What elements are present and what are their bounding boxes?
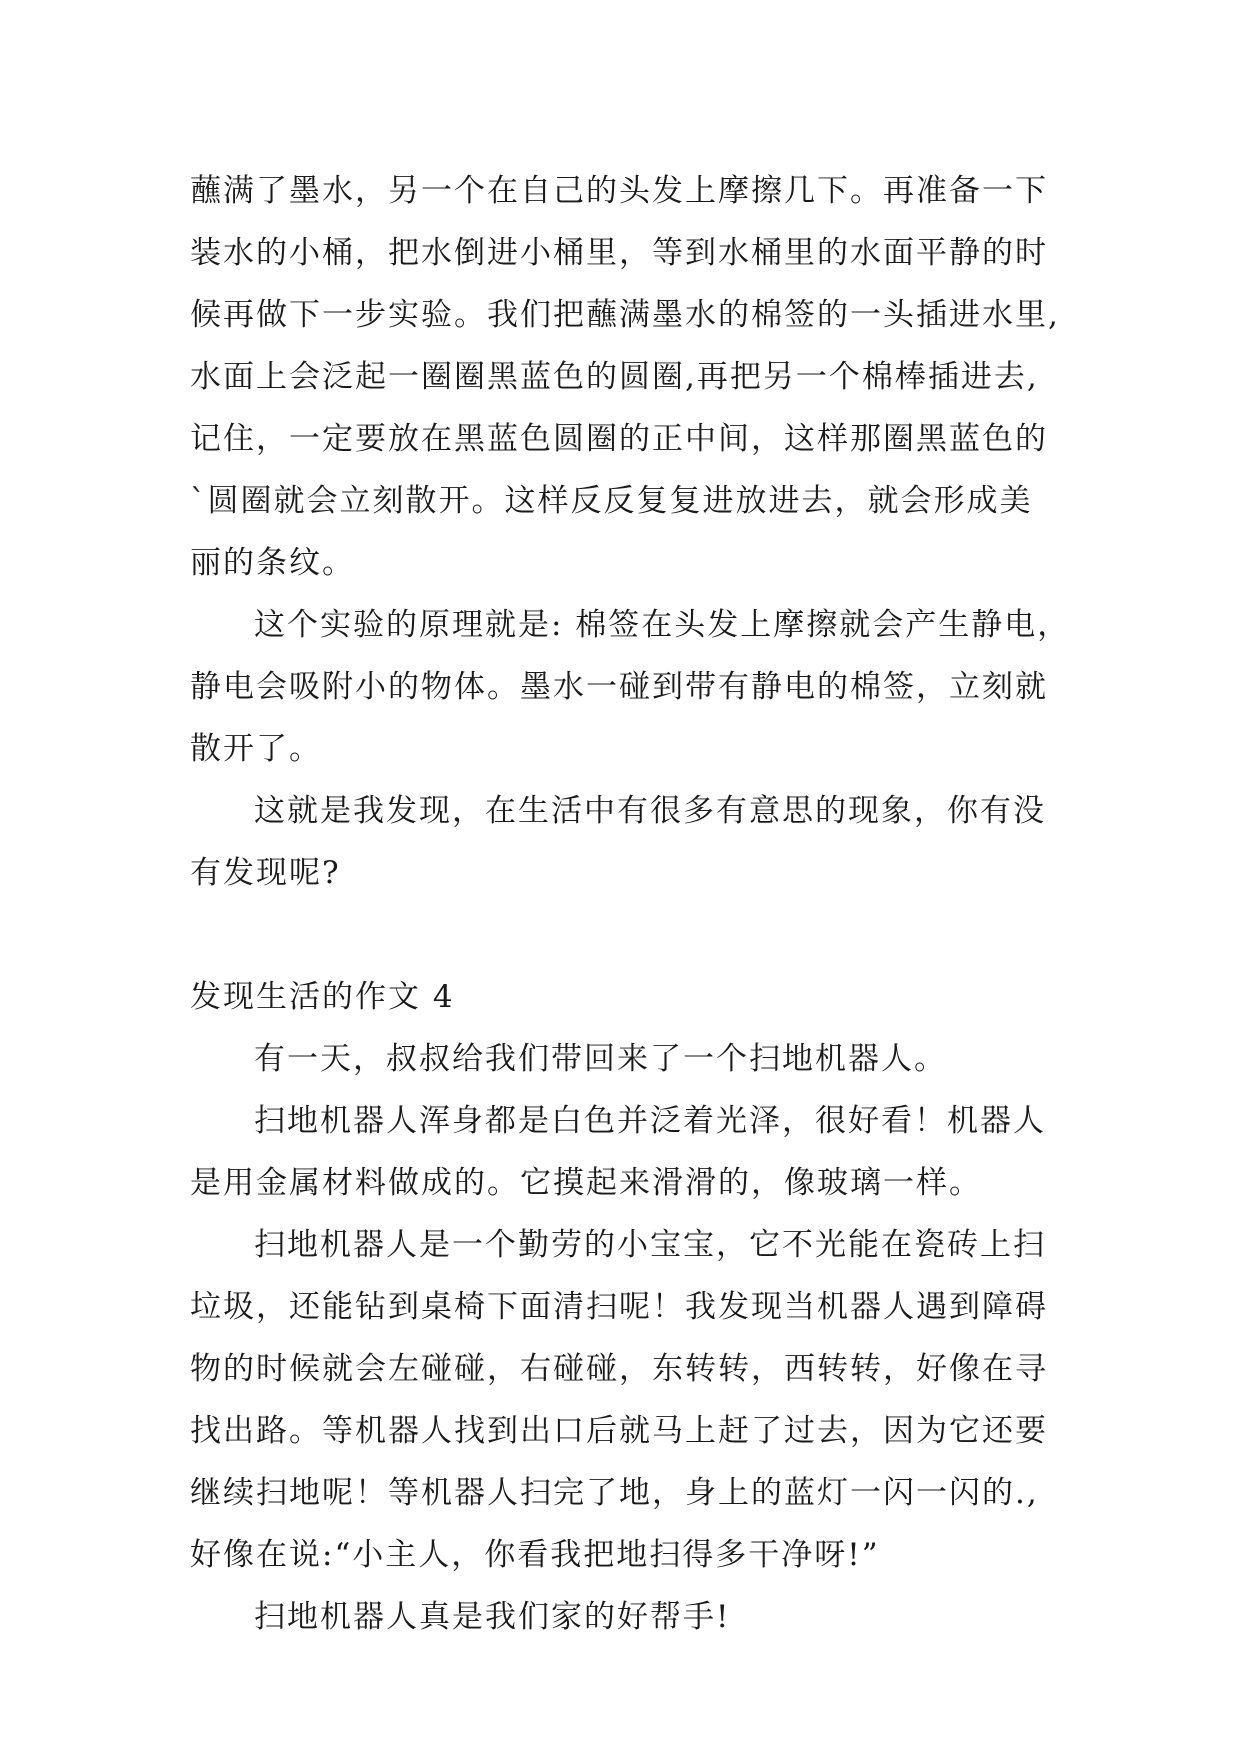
text-line: 有发现呢? [190,855,341,891]
text-line: 这就是我发现，在生活中有很多有意思的现象，你有没 [254,793,1046,829]
text-line: 散开了。 [190,731,322,767]
text-line: 物的时候就会左碰碰，右碰碰，东转转，西转转，好像在寻 [190,1351,1048,1387]
text-line: 好像在说:“小主人，你看我把地扫得多干净呀!” [190,1537,880,1573]
text-line: 装水的小桶，把水倒进小桶里，等到水桶里的水面平静的时 [190,235,1048,271]
text-line: 丽的条纹。 [190,545,355,581]
text-line: 蘸满了墨水，另一个在自己的头发上摩擦几下。再准备一下 [190,173,1048,209]
section-spacer [190,904,1090,966]
text-line: 记住，一定要放在黑蓝色圆圈的正中间，这样那圈黑蓝色的 [190,421,1048,457]
document-body [190,160,1090,1648]
text-line: 水面上会泛起一圈圈黑蓝色的圆圈,再把另一个棉棒插进去, [190,359,1039,395]
paragraph-closing: 扫地机器人真是我们家的好帮手! [254,1599,731,1635]
text-line: 扫地机器人浑身都是白色并泛着光泽，很好看！机器人 [254,1103,1046,1139]
text-line: 继续扫地呢！等机器人扫完了地，身上的蓝灯一闪一闪的., [190,1475,1039,1511]
essay-title: 发现生活的作文 4 [190,979,455,1015]
text-line: `圆圈就会立刻散开。这样反反复复进放进去，就会形成美 [190,483,1033,519]
paragraph-experiment-steps [190,160,1090,594]
text-line: 是用金属材料做成的。它摸起来滑滑的，像玻璃一样。 [190,1165,982,1201]
text-line: 静电会吸附小的物体。墨水一碰到带有静电的棉签，立刻就 [190,669,1048,705]
paragraph-intro: 有一天，叔叔给我们带回来了一个扫地机器人。 [254,1041,947,1077]
text-line: 扫地机器人是一个勤劳的小宝宝，它不光能在瓷砖上扫 [254,1227,1046,1263]
text-line: 候再做下一步实验。我们把蘸满墨水的棉签的一头插进水里, [190,297,1060,333]
paragraph-conclusion [190,780,1090,904]
text-line: 这个实验的原理就是: 棉签在头发上摩擦就会产生静电， [254,607,1071,643]
paragraph-experiment-principle [190,594,1090,780]
paragraph-robot-appearance [190,1090,1090,1214]
paragraph-robot-work [190,1214,1090,1586]
text-line: 垃圾，还能钻到桌椅下面清扫呢！我发现当机器人遇到障碍 [190,1289,1048,1325]
text-line: 找出路。等机器人找到出口后就马上赶了过去，因为它还要 [190,1413,1048,1449]
